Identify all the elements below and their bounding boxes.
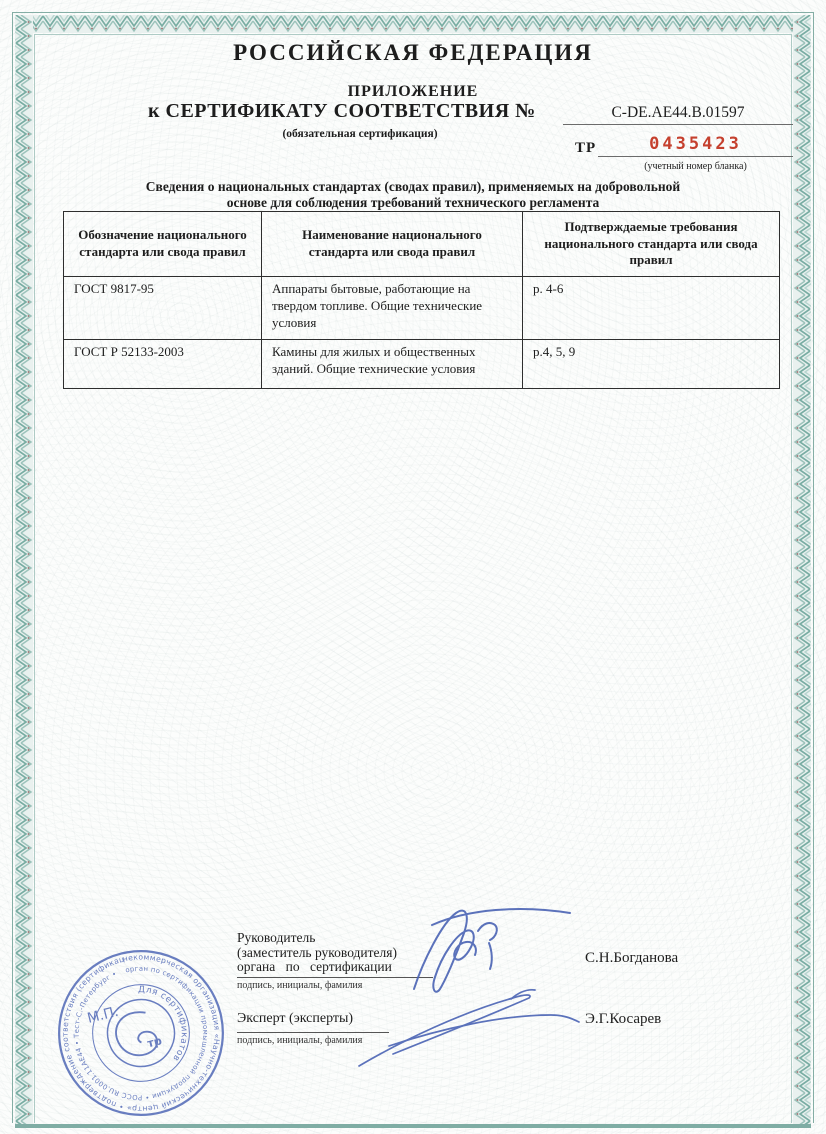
cell-requirements: р.4, 5, 9 [523,340,780,389]
expert-signature-caption: подпись, инициалы, фамилия [237,1035,363,1046]
standards-table [63,211,780,389]
table-row [64,340,780,389]
header-designation: Обозначение национального стандарта или свода правил [64,212,262,277]
head-name: С.Н.Богданова [585,950,679,966]
expert-signature-scribble [353,986,585,1074]
certification-stamp-icon [48,940,234,1126]
cell-requirements: р. 4-6 [523,277,780,340]
head-signature-scribble [398,901,573,993]
header-name: Наименование национального стандарта или свода правил [262,212,523,277]
certificate-label: к СЕРТИФИКАТУ СООТВЕТСТВИЯ № [148,100,536,122]
expert-role: Эксперт (эксперты) [237,1011,354,1026]
head-role [237,931,397,975]
header-requirements: Подтверждаемые требования национального стандарта или свода правил [523,212,780,277]
table-header-row [64,212,780,277]
stamp-mp-text: М.П. [85,1003,121,1027]
border-pattern-top [15,15,811,33]
intro-line-1: Сведения о национальных стандартах (сводах правил), применяемых на добровольной [145,179,681,194]
cell-name: Камины для жилых и общественных зданий. Общие технические условия [262,340,523,389]
expert-name: Э.Г.Косарев [585,1011,662,1027]
certificate-number: C-DE.AE44.B.01597 [563,104,793,125]
table-row [64,277,780,340]
tr-label: ТР [575,140,597,156]
head-signature-caption: подпись, инициалы, фамилия [237,980,363,991]
head-role-line1: Руководитель [237,930,316,945]
cell-name: Аппараты бытовые, работающие на твердом топливе. Общие технические условия [262,277,523,340]
stamp-logo-letters: тр [146,1034,164,1051]
stamp-inner-ring-text: орган по сертификации промышленной продукции • РОСС RU.0001.11АЕ44 • Тест-С.-Петербург • [72,964,210,1102]
head-role-line2: (заместитель руководителя) [237,944,397,960]
blank-number-caption: (учетный номер бланка) [644,161,747,172]
cell-designation: ГОСТ 9817-95 [64,277,262,340]
head-role-line3: органа по сертификации [237,959,392,974]
mandatory-certification-note: (обязательная сертификация) [282,128,438,140]
stamp-arc-text: Для сертификатов [137,985,189,1064]
intro-line-2: основе для соблюдения требований технического регламента [226,195,600,210]
page-title: РОССИЙСКАЯ ФЕДЕРАЦИЯ [233,40,593,65]
cell-designation: ГОСТ Р 52133-2003 [64,340,262,389]
appendix-title: ПРИЛОЖЕНИЕ [347,83,479,100]
blank-serial-line [598,134,793,157]
blank-serial-number: 0435423 [649,134,742,154]
stamp-outer-ring-text: некоммерческая организация «Научно-технический центр» • подтверждение соответствия (сертификация) • АНО «Тест-С.-Петербург» • [60,952,222,1114]
